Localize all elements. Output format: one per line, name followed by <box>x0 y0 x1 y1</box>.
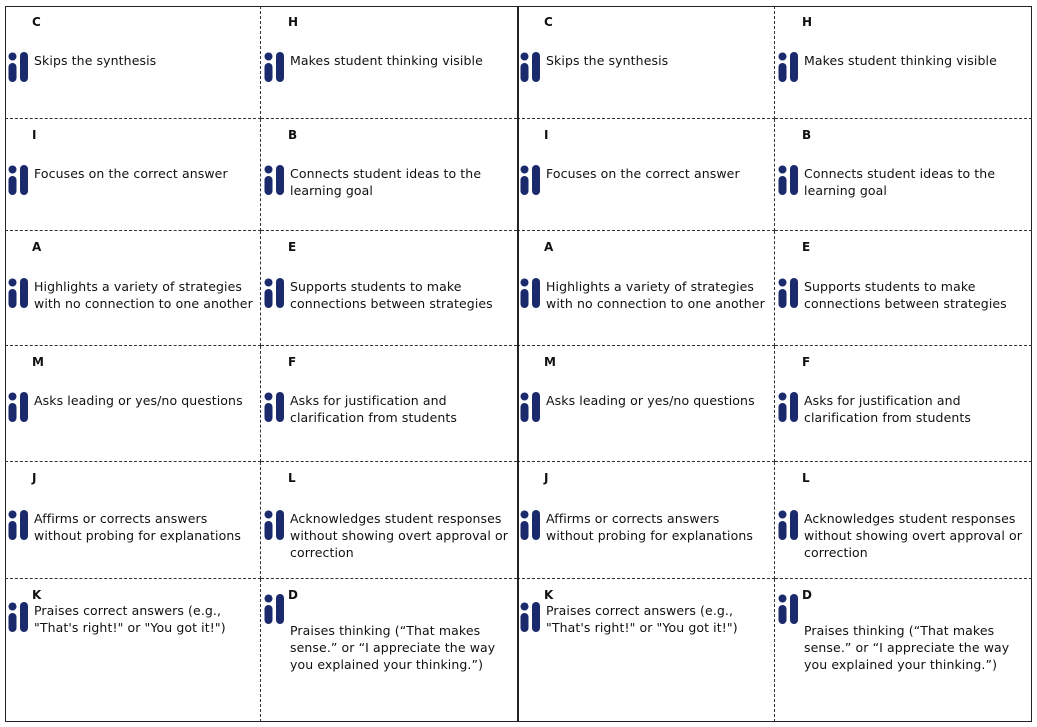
card <box>517 462 775 579</box>
card-body <box>264 510 513 561</box>
card-text: Connects student ideas to the learning goal <box>804 166 996 198</box>
card-body <box>520 392 770 422</box>
card-text: Supports students to make connections between strategies <box>804 279 1007 311</box>
card-letter: J <box>544 471 549 485</box>
il-logo-icon <box>520 510 542 540</box>
card-body <box>8 165 256 195</box>
card-letter: C <box>544 15 553 29</box>
il-logo-icon <box>8 278 30 308</box>
card <box>5 579 261 722</box>
card-letter: B <box>802 128 812 142</box>
card-letter: H <box>802 15 813 29</box>
card-letter: M <box>544 355 556 369</box>
card-text: Skips the synthesis <box>546 53 669 68</box>
card <box>775 346 1032 462</box>
card-text: Highlights a variety of strategies with no connection to one another <box>546 279 765 311</box>
card-letter: D <box>802 588 812 602</box>
card-letter: F <box>288 355 297 369</box>
il-logo-icon <box>8 510 30 540</box>
card <box>775 6 1032 119</box>
card-letter: J <box>32 471 37 485</box>
il-logo-icon <box>520 602 542 632</box>
card-letter: I <box>544 128 549 142</box>
card-body <box>778 510 1028 561</box>
card-letter: B <box>288 128 298 142</box>
card-body <box>520 278 770 312</box>
card <box>261 346 517 462</box>
card-text: Asks leading or yes/no questions <box>546 393 755 408</box>
card-text: Praises thinking (“That makes sense.” or “I appreciate the way you explained your thinking.”) <box>804 623 1010 672</box>
card-body <box>8 52 256 82</box>
card <box>775 231 1032 346</box>
card <box>261 579 517 722</box>
il-logo-icon <box>264 594 286 624</box>
card <box>5 231 261 346</box>
card <box>261 462 517 579</box>
il-logo-icon <box>778 392 800 422</box>
card-text: Affirms or corrects answers without probing for explanations <box>546 511 753 543</box>
il-logo-icon <box>778 165 800 195</box>
card-letter: L <box>288 471 296 485</box>
il-logo-icon <box>778 278 800 308</box>
card <box>261 6 517 119</box>
il-logo-icon <box>778 594 800 624</box>
card-body <box>8 392 256 422</box>
il-logo-icon <box>778 52 800 82</box>
card <box>5 462 261 579</box>
card-letter: K <box>544 588 554 602</box>
card-letter: E <box>288 240 297 254</box>
il-logo-icon <box>264 165 286 195</box>
card-text: Supports students to make connections between strategies <box>290 279 493 311</box>
card-body <box>264 52 513 82</box>
il-logo-icon <box>8 52 30 82</box>
card-body <box>264 392 513 426</box>
card <box>775 462 1032 579</box>
il-logo-icon <box>520 392 542 422</box>
card-body <box>778 602 1028 673</box>
card-letter: E <box>802 240 811 254</box>
card-letter: L <box>802 471 810 485</box>
card-body <box>778 52 1028 82</box>
card-text: Praises correct answers (e.g., "That's right!" or "You got it!") <box>546 603 738 635</box>
card-text: Connects student ideas to the learning goal <box>290 166 482 198</box>
card-body <box>8 602 256 636</box>
card <box>5 6 261 119</box>
card <box>517 231 775 346</box>
card-body <box>778 392 1028 426</box>
card-text: Praises correct answers (e.g., "That's right!" or "You got it!") <box>34 603 226 635</box>
il-logo-icon <box>264 52 286 82</box>
card-body <box>520 602 770 636</box>
card-body <box>264 278 513 312</box>
card-letter: A <box>32 240 42 254</box>
card-letter: F <box>802 355 811 369</box>
card-letter: D <box>288 588 298 602</box>
il-logo-icon <box>264 510 286 540</box>
card-text: Makes student thinking visible <box>290 53 483 68</box>
card-body <box>8 510 256 544</box>
card <box>261 119 517 231</box>
il-logo-icon <box>8 165 30 195</box>
card-body <box>264 165 513 199</box>
card <box>517 346 775 462</box>
card-body <box>520 52 770 82</box>
card-text: Asks leading or yes/no questions <box>34 393 243 408</box>
il-logo-icon <box>8 392 30 422</box>
card-text: Skips the synthesis <box>34 53 157 68</box>
card-text: Acknowledges student responses without showing overt approval or correction <box>804 511 1022 560</box>
il-logo-icon <box>520 278 542 308</box>
card-text: Focuses on the correct answer <box>34 166 228 181</box>
il-logo-icon <box>264 392 286 422</box>
card-letter: A <box>544 240 554 254</box>
card-text: Asks for justification and clarification from students <box>290 393 458 425</box>
card-text: Asks for justification and clarification from students <box>804 393 972 425</box>
il-logo-icon <box>520 52 542 82</box>
card-text: Highlights a variety of strategies with no connection to one another <box>34 279 253 311</box>
il-logo-icon <box>778 510 800 540</box>
card-body <box>264 602 513 673</box>
card-text: Acknowledges student responses without showing overt approval or correction <box>290 511 508 560</box>
card <box>5 346 261 462</box>
card <box>517 6 775 119</box>
card <box>775 579 1032 722</box>
card-body <box>778 278 1028 312</box>
card <box>261 231 517 346</box>
card-letter: I <box>32 128 37 142</box>
card-text: Praises thinking (“That makes sense.” or “I appreciate the way you explained your thinking.”) <box>290 623 496 672</box>
card <box>5 119 261 231</box>
center-divider <box>517 6 519 722</box>
card <box>517 119 775 231</box>
card-letter: H <box>288 15 299 29</box>
card-body <box>520 510 770 544</box>
card <box>775 119 1032 231</box>
il-logo-icon <box>8 602 30 632</box>
card-letter: M <box>32 355 44 369</box>
il-logo-icon <box>520 165 542 195</box>
card-body <box>8 278 256 312</box>
card-body <box>520 165 770 195</box>
card-body <box>778 165 1028 199</box>
card-text: Affirms or corrects answers without probing for explanations <box>34 511 241 543</box>
card-text: Makes student thinking visible <box>804 53 997 68</box>
card-letter: K <box>32 588 42 602</box>
il-logo-icon <box>264 278 286 308</box>
card <box>517 579 775 722</box>
card-text: Focuses on the correct answer <box>546 166 740 181</box>
card-letter: C <box>32 15 41 29</box>
